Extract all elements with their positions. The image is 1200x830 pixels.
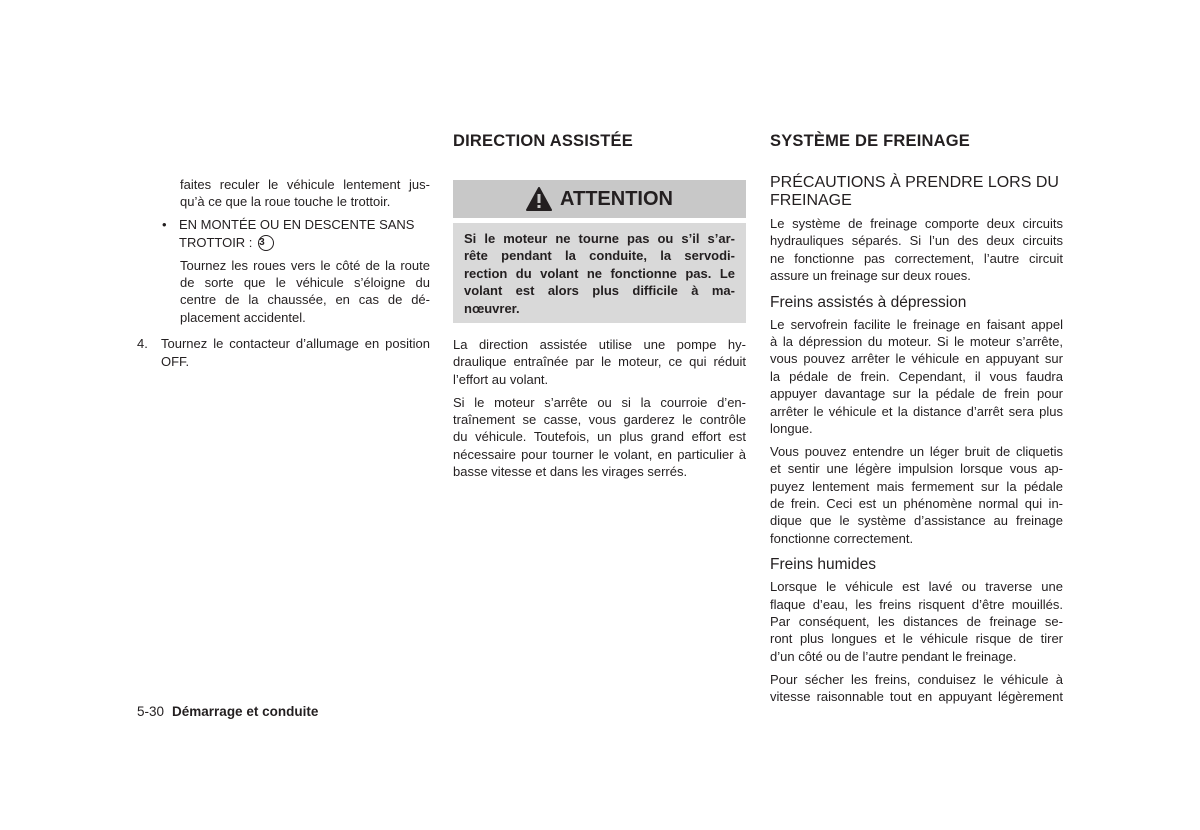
text-line: flaque d’eau, les freins risquent d’être mouillés.: [770, 596, 1063, 612]
text-line: qu’à ce que la roue touche le trottoir.: [180, 194, 391, 210]
paragraph: [770, 215, 1063, 285]
subsection-heading: Freins humides: [770, 556, 876, 574]
subheading-line: FREINAGE: [770, 192, 852, 209]
right-column: [770, 174, 1063, 711]
bullet: •: [162, 217, 167, 233]
text-line: appuyer davantage sur la pédale de frein pour: [770, 386, 1063, 402]
bullet-text: TROTTOIR :: [179, 234, 253, 250]
text-line: rête pendant la conduite, la servodi-: [464, 248, 735, 264]
paragraph: [770, 316, 1063, 438]
warning-text: [453, 223, 746, 323]
paragraph: [180, 176, 430, 211]
item-number: 4.: [137, 336, 148, 352]
text-line: arrêter le véhicule et la distance d’arrêt sera plus: [770, 403, 1063, 419]
text-line: rection du volant ne fonctionne pas. Le: [464, 265, 735, 281]
paragraph: [770, 671, 1063, 706]
text-line: l’effort au volant.: [453, 371, 549, 387]
warning-box: [453, 180, 746, 323]
text-line: volant est alors plus difficile à ma-: [464, 283, 735, 299]
text-line: hydrauliques séparés. Si l’un des deux circuits: [770, 233, 1063, 249]
text-line: Par conséquent, les distances de freinage se-: [770, 613, 1063, 629]
paragraph: [770, 578, 1063, 665]
text-line: draulique entraînée par le moteur, ce qui réduit: [453, 354, 746, 370]
text-line: faites reculer le véhicule lentement jus-: [180, 177, 430, 192]
text-line: nécessaire pour tourner le volant, en particulier à: [453, 446, 746, 462]
text-line: basse vitesse et dans les virages serrés.: [453, 464, 688, 480]
text-line: Lorsque le véhicule est lavé ou traverse une: [770, 579, 1063, 595]
text-line: puyez lentement mais fermement sur la pédale: [770, 478, 1063, 494]
text-line: la pédale de frein. Cependant, il vous faudra: [770, 368, 1063, 384]
text-line: Si le moteur s’arrête ou si la courroie d’en-: [453, 394, 746, 410]
text-line: nœuvrer.: [464, 300, 520, 316]
text-line: ne fonctionne pas correctement, l’autre circuit: [770, 250, 1063, 266]
paragraph: [180, 257, 430, 327]
text-line: du véhicule. Toutefois, un plus grand effort est: [453, 429, 746, 445]
text-line: assure un freinage sur deux roues.: [770, 268, 971, 284]
text-line: placement accidentel.: [180, 309, 306, 325]
paragraph: [770, 443, 1063, 547]
paragraph: [453, 394, 746, 481]
text-line: ront plus longues et le véhicule risque de tirer: [770, 631, 1063, 647]
text-line: Le système de freinage comporte deux circuits: [770, 216, 1063, 231]
text-line: La direction assistée utilise une pompe hy-: [453, 336, 746, 352]
subsection-heading: Freins assistés à dépression: [770, 293, 967, 311]
subheading: [770, 174, 1063, 210]
text-line: centre de la chaussée, en cas de dé-: [180, 292, 430, 308]
text-line: de sorte que le véhicule s’éloigne du: [180, 274, 430, 290]
page-number: 5-30: [137, 704, 165, 719]
text-line: traînement se casse, vous garderez le contrôle: [453, 412, 746, 428]
middle-column: [453, 180, 746, 486]
bullet-line: EN MONTÉE OU EN DESCENTE SANS: [179, 217, 415, 233]
text-line: Tournez les roues vers le côté de la route: [180, 257, 430, 273]
reference-number-3: 3: [258, 235, 274, 251]
text-line: Pour sécher les freins, conduisez le véhicule à: [770, 671, 1063, 687]
subheading-line: PRÉCAUTIONS À PRENDRE LORS DU: [770, 174, 1059, 191]
text-line: Si le moteur ne tourne pas ou s’il s’ar-: [464, 231, 735, 246]
chapter-title: Démarrage et conduite: [172, 704, 319, 719]
warning-header: [453, 180, 746, 218]
item-text: [161, 335, 430, 370]
text-line: Tournez le contacteur d’allumage en position: [161, 336, 430, 352]
warning-title: ATTENTION: [560, 187, 673, 210]
section-heading: DIRECTION ASSISTÉE: [453, 132, 633, 150]
bullet-line: [179, 234, 430, 251]
page-footer: [137, 704, 318, 719]
numbered-item-4: [137, 335, 430, 370]
text-line: Le servofrein facilite le freinage en faisant appel: [770, 316, 1063, 332]
text-line: longue.: [770, 420, 813, 436]
paragraph: [453, 336, 746, 388]
text-line: à la dépression du moteur. Si le moteur s’arrête,: [770, 333, 1063, 349]
text-line: dique que le système d’assistance au freinage: [770, 513, 1063, 529]
bullet-item: [162, 216, 430, 251]
warning-triangle-icon: [526, 187, 552, 211]
text-line: OFF.: [161, 353, 190, 369]
text-line: et sentir une légère impulsion lorsque vous ap-: [770, 461, 1063, 477]
text-line: d’un côté ou de l’autre pendant le freinage.: [770, 648, 1017, 664]
left-column: [137, 176, 430, 370]
text-line: vitesse raisonnable tout en appuyant légèrement: [770, 688, 1063, 704]
text-line: de frein. Ceci est un phénomène normal qui in-: [770, 495, 1063, 511]
text-line: fonctionne correctement.: [770, 530, 914, 546]
text-line: vous pouvez arrêter le véhicule en appuyant sur: [770, 351, 1063, 367]
section-heading: SYSTÈME DE FREINAGE: [770, 132, 970, 150]
text-line: Vous pouvez entendre un léger bruit de cliquetis: [770, 443, 1063, 459]
